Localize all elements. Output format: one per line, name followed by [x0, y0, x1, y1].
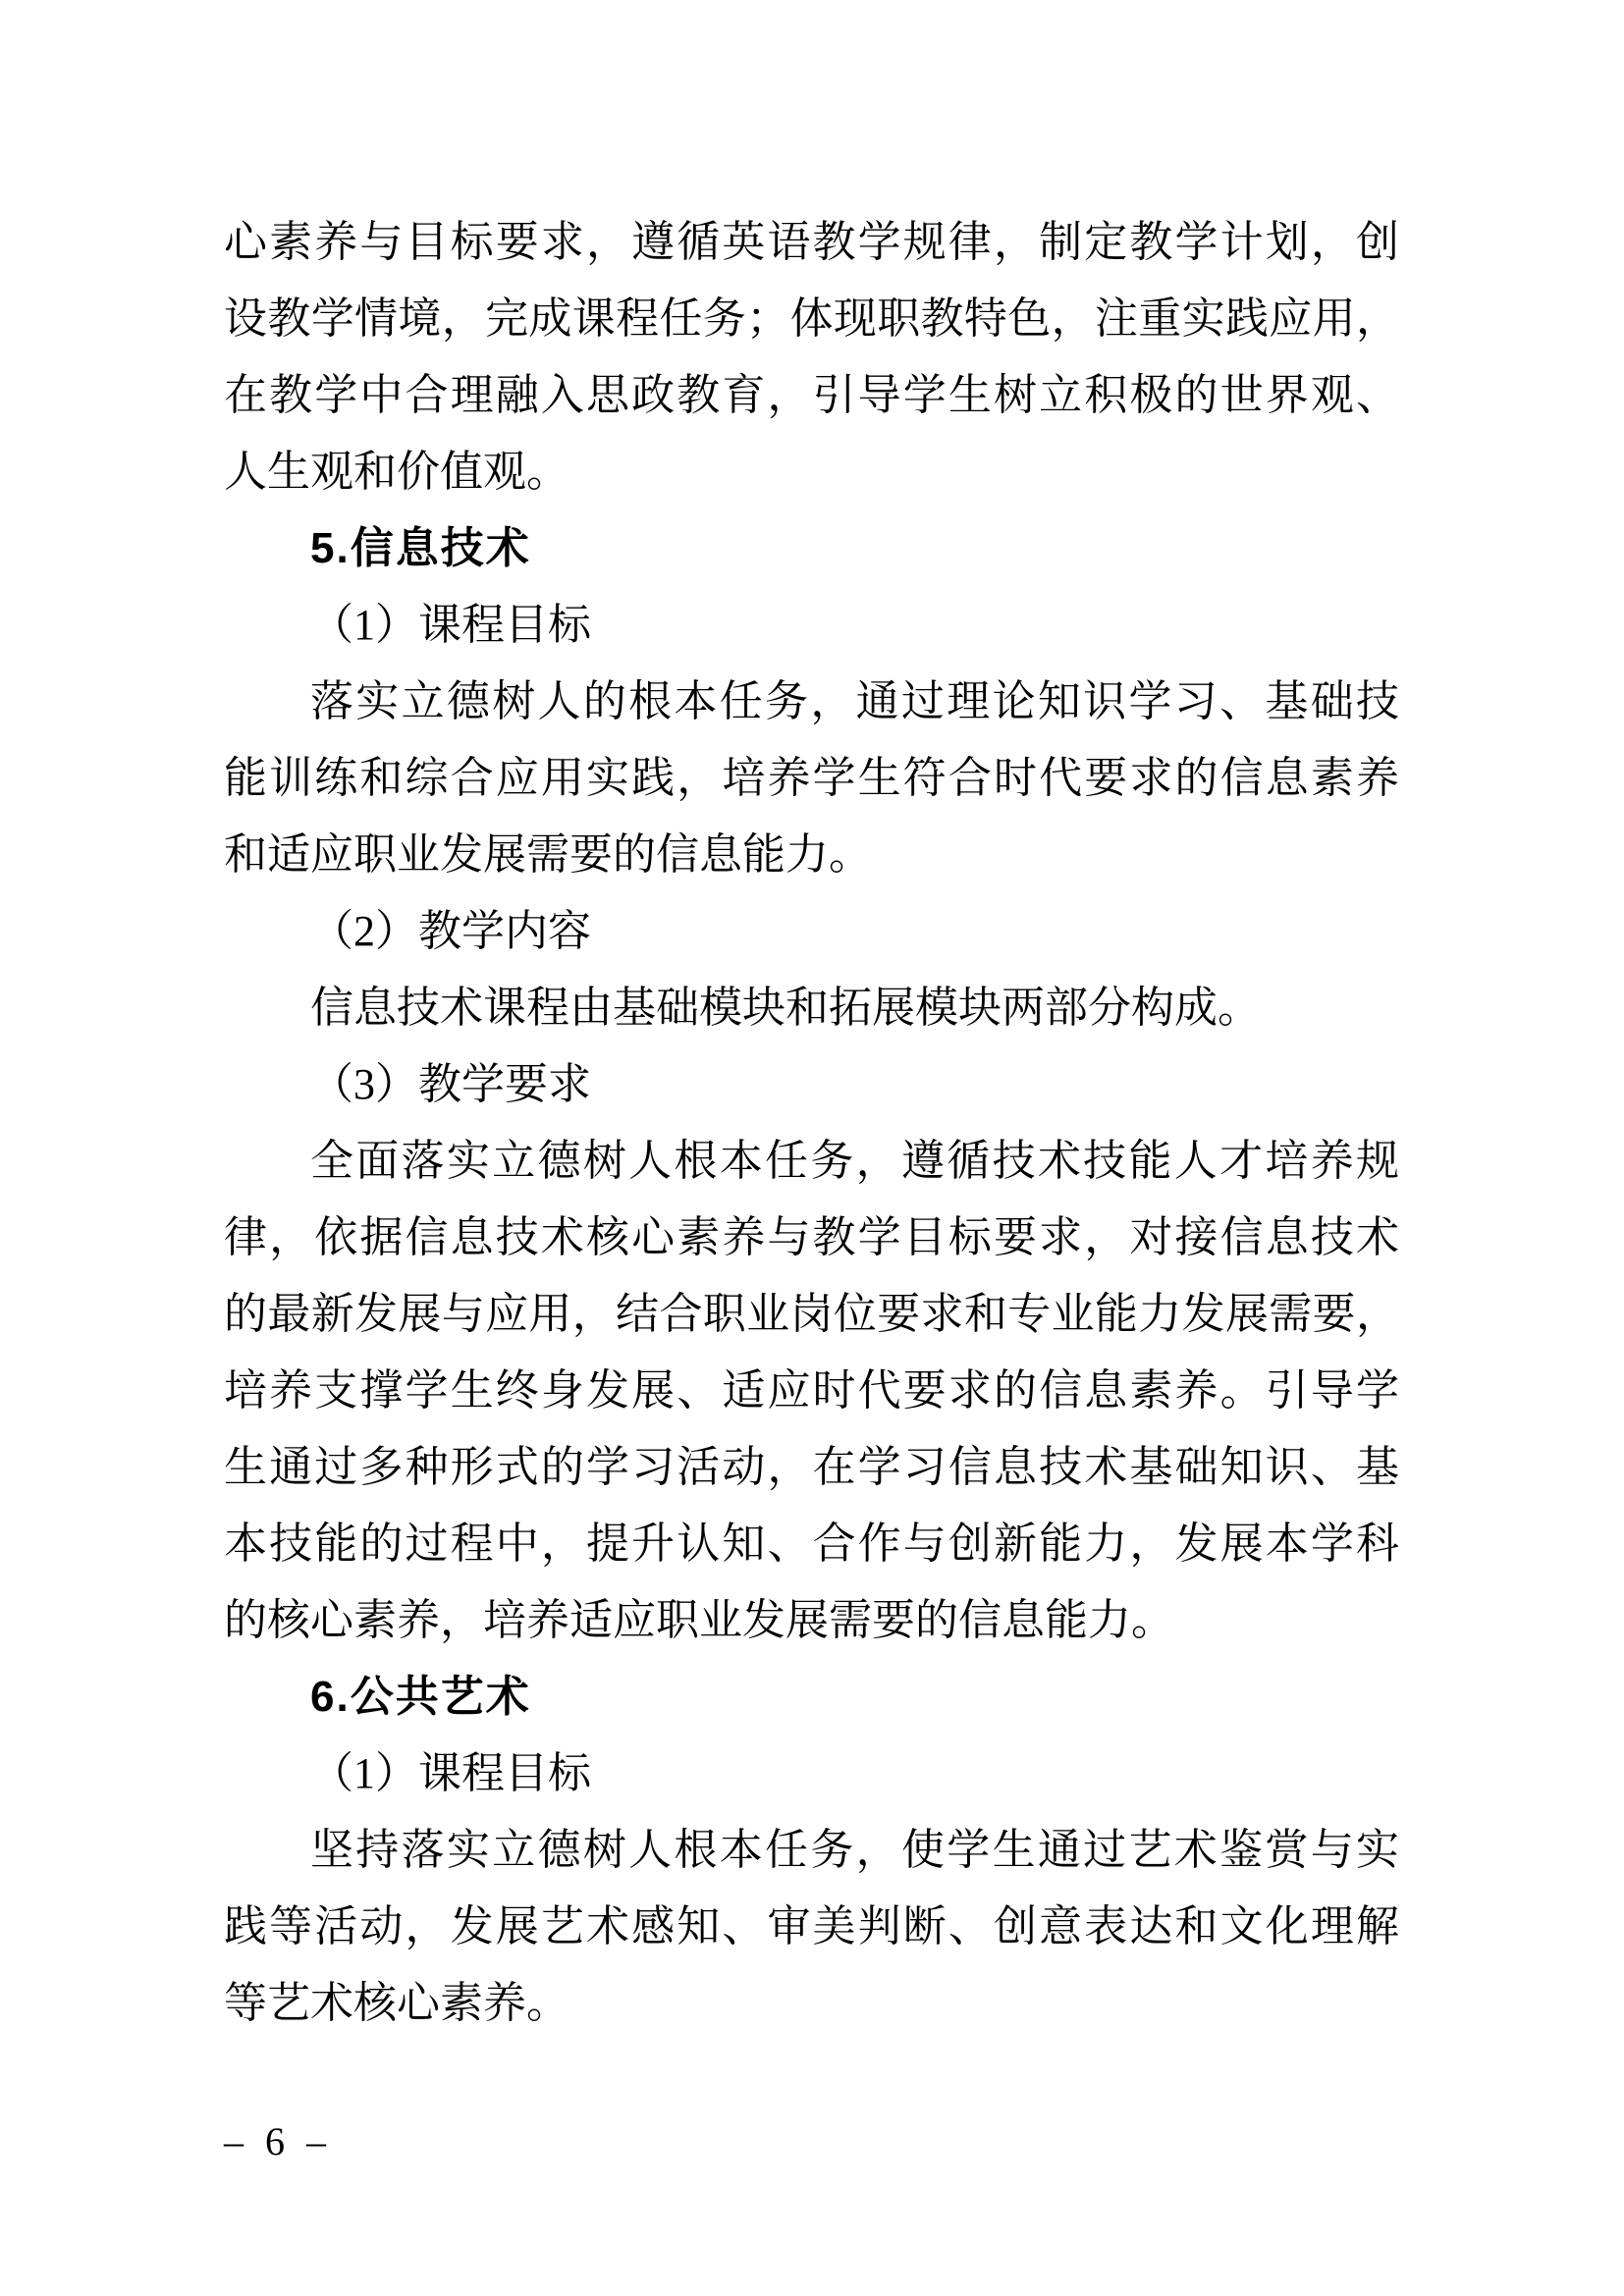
body-text-line: 落实立德树人的根本任务，通过理论知识学习、基础技: [310, 677, 1399, 725]
body-text-line: 和适应职业发展需要的信息能力。: [224, 830, 872, 879]
subsection-label: （1）课程目标: [310, 601, 591, 649]
body-text-line: 在教学中合理融入思政教育，引导学生树立积极的世界观、: [224, 371, 1399, 419]
body-text-line: 能训练和综合应用实践，培养学生符合时代要求的信息素养: [224, 754, 1399, 802]
page-number: – 6 –: [224, 2119, 326, 2163]
body-text-line: 生通过多种形式的学习活动，在学习信息技术基础知识、基: [224, 1443, 1399, 1491]
body-text-line: 全面落实立德树人根本任务，遵循技术技能人才培养规: [310, 1137, 1399, 1185]
section-heading: 5.信息技术: [310, 524, 531, 572]
body-text-line: 本技能的过程中，提升认知、合作与创新能力，发展本学科: [224, 1520, 1399, 1568]
body-text-line: 信息技术课程由基础模块和拓展模块两部分构成。: [310, 984, 1261, 1032]
subsection-label: （1）课程目标: [310, 1749, 591, 1797]
body-text-line: 践等活动，发展艺术感知、审美判断、创意表达和文化理解: [224, 1902, 1399, 1950]
body-text-line: 律，依据信息技术核心素养与教学目标要求，对接信息技术: [224, 1213, 1399, 1261]
body-text-line: 的核心素养，培养适应职业发展需要的信息能力。: [224, 1596, 1174, 1644]
subsection-label: （2）教学内容: [310, 907, 591, 955]
body-text-line: 的最新发展与应用，结合职业岗位要求和专业能力发展需要，: [224, 1290, 1399, 1338]
body-text-line: 等艺术核心素养。: [224, 1979, 569, 2027]
subsection-label: （3）教学要求: [310, 1060, 591, 1108]
document-text-block: [224, 204, 1399, 2042]
body-text-line: 人生观和价值观。: [224, 448, 569, 496]
section-heading: 6.公共艺术: [310, 1673, 531, 1721]
body-text-line: 培养支撑学生终身发展、适应时代要求的信息素养。引导学: [224, 1366, 1399, 1415]
body-text-line: 心素养与目标要求，遵循英语教学规律，制定教学计划，创: [224, 218, 1399, 266]
page-footer: [224, 2118, 326, 2165]
body-text-line: 设教学情境，完成课程任务；体现职教特色，注重实践应用，: [224, 294, 1399, 343]
body-text-line: 坚持落实立德树人根本任务，使学生通过艺术鉴赏与实: [310, 1826, 1399, 1874]
